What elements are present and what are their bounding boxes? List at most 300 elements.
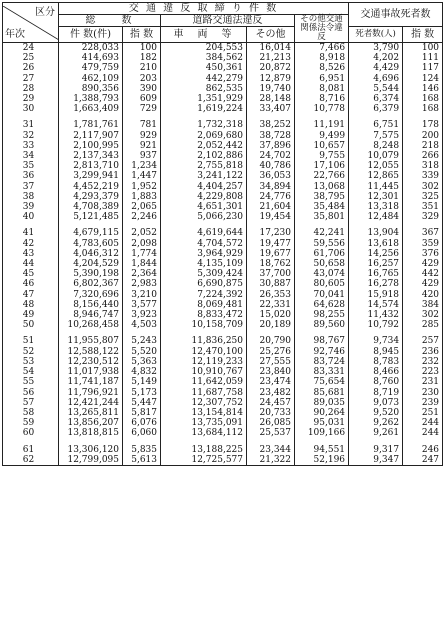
table-cell: 7,575 [349, 131, 403, 141]
table-cell: 1,234 [123, 161, 161, 171]
table-row [3, 74, 443, 84]
table-cell: 100 [403, 43, 443, 54]
table-row [3, 63, 443, 73]
table-cell: 479,759 [59, 63, 123, 73]
table-cell: 27,555 [247, 357, 295, 367]
table-row [3, 228, 443, 238]
table-cell: 42,241 [295, 228, 349, 238]
table-cell: 3,210 [123, 290, 161, 300]
table-cell: 21,604 [247, 202, 295, 212]
table-cell: 37,896 [247, 141, 295, 151]
table-cell: 23,482 [247, 388, 295, 398]
table-cell: 6,379 [349, 104, 403, 114]
table-cell: 4,046,312 [59, 249, 123, 259]
table-cell: 4,293,379 [59, 192, 123, 202]
table-cell: 75,654 [295, 377, 349, 387]
table-cell: 4,832 [123, 367, 161, 377]
table-cell: 3,577 [123, 300, 161, 310]
table-cell: 13,735,091 [161, 418, 247, 428]
table-cell: 8,081 [295, 84, 349, 94]
table-row [3, 259, 443, 269]
table-row [3, 202, 443, 212]
table-cell: 37,700 [247, 269, 295, 279]
table-cell: 50 [3, 320, 59, 330]
table-row [3, 120, 443, 130]
table-cell: 7,320,696 [59, 290, 123, 300]
table-cell: 10,792 [349, 320, 403, 330]
table-cell: 20,790 [247, 336, 295, 346]
table-cell: 5,520 [123, 347, 161, 357]
table-cell: 27 [3, 74, 59, 84]
table-cell: 4,619,644 [161, 228, 247, 238]
table-row [3, 398, 443, 408]
table-cell: 228,033 [59, 43, 123, 54]
table-row [3, 249, 443, 259]
table-cell: 52 [3, 347, 59, 357]
table-cell: 351 [403, 202, 443, 212]
table-row [3, 84, 443, 94]
table-cell: 10,268,458 [59, 320, 123, 330]
table-cell: 19,454 [247, 212, 295, 222]
table-cell: 42 [3, 239, 59, 249]
table-cell: 61,706 [295, 249, 349, 259]
table-cell: 17,230 [247, 228, 295, 238]
table-cell: 58 [3, 408, 59, 418]
table-cell: 239 [403, 398, 443, 408]
table-cell: 8,760 [349, 377, 403, 387]
table-cell: 3,299,941 [59, 171, 123, 181]
table-cell: 13,265,811 [59, 408, 123, 418]
table-cell: 4,204,529 [59, 259, 123, 269]
table-row [3, 388, 443, 398]
corner-cell [3, 3, 59, 43]
table-cell: 12,119,233 [161, 357, 247, 367]
table-cell: 11,955,807 [59, 336, 123, 346]
table-cell: 16,765 [349, 269, 403, 279]
table-cell: 12,484 [349, 212, 403, 222]
table-cell: 11,796,921 [59, 388, 123, 398]
table-cell: 10,079 [349, 151, 403, 161]
table-cell: 13,856,207 [59, 418, 123, 428]
table-cell: 14,574 [349, 300, 403, 310]
table-cell: 17,106 [295, 161, 349, 171]
table-cell: 4,651,301 [161, 202, 247, 212]
table-cell: 2,069,680 [161, 131, 247, 141]
table-row [3, 269, 443, 279]
table-row [3, 290, 443, 300]
table-cell: 4,696 [349, 74, 403, 84]
table-cell: 13,154,814 [161, 408, 247, 418]
table-cell: 429 [403, 259, 443, 269]
table-cell: 24,702 [247, 151, 295, 161]
table-cell: 12,055 [349, 161, 403, 171]
table-cell: 33 [3, 141, 59, 151]
table-cell: 29 [3, 94, 59, 104]
table-cell: 9,755 [295, 151, 349, 161]
table-cell: 70,041 [295, 290, 349, 300]
table-cell: 2,137,343 [59, 151, 123, 161]
table-cell: 4,708,389 [59, 202, 123, 212]
table-cell: 32 [3, 131, 59, 141]
table-cell: 25,537 [247, 428, 295, 438]
table-cell: 39 [3, 202, 59, 212]
table-row [3, 212, 443, 222]
table-cell: 1,781,761 [59, 120, 123, 130]
table-row [3, 94, 443, 104]
table-cell: 34 [3, 151, 59, 161]
table-cell: 20,189 [247, 320, 295, 330]
table-cell: 384 [403, 300, 443, 310]
table-cell: 285 [403, 320, 443, 330]
table-cell: 367 [403, 228, 443, 238]
table-cell: 247 [403, 455, 443, 466]
table-cell: 146 [403, 84, 443, 94]
table-cell: 12,230,512 [59, 357, 123, 367]
table-cell: 302 [403, 310, 443, 320]
table-cell: 230 [403, 388, 443, 398]
table-cell: 2,117,907 [59, 131, 123, 141]
table-cell: 11,642,059 [161, 377, 247, 387]
table-row [3, 310, 443, 320]
table-cell: 36 [3, 171, 59, 181]
table-cell: 59 [3, 418, 59, 428]
table-cell: 232 [403, 357, 443, 367]
table-cell: 24,776 [247, 192, 295, 202]
table-cell: 45 [3, 269, 59, 279]
other-header: その他 [247, 27, 295, 43]
table-cell: 9,073 [349, 398, 403, 408]
table-cell: 20,872 [247, 63, 295, 73]
table-cell: 1,774 [123, 249, 161, 259]
table-row [3, 357, 443, 367]
table-cell: 50,658 [295, 259, 349, 269]
table-cell: 329 [403, 212, 443, 222]
table-cell: 9,262 [349, 418, 403, 428]
table-cell: 325 [403, 192, 443, 202]
table-cell: 38,795 [295, 192, 349, 202]
table-cell: 8,719 [349, 388, 403, 398]
table-cell: 10,910,767 [161, 367, 247, 377]
table-cell: 5,544 [349, 84, 403, 94]
table-cell: 5,817 [123, 408, 161, 418]
table-cell: 2,364 [123, 269, 161, 279]
table-cell: 1,619,224 [161, 104, 247, 114]
table-cell: 9,347 [349, 455, 403, 466]
table-cell: 6,076 [123, 418, 161, 428]
table-cell: 52,196 [295, 455, 349, 466]
table-cell: 8,466 [349, 367, 403, 377]
table-cell: 11,741,187 [59, 377, 123, 387]
table-cell: 12,588,122 [59, 347, 123, 357]
table-cell: 339 [403, 171, 443, 181]
table-cell: 117 [403, 63, 443, 73]
table-cell: 7,224,392 [161, 290, 247, 300]
table-row [3, 192, 443, 202]
table-cell: 12,879 [247, 74, 295, 84]
table-cell: 12,470,100 [161, 347, 247, 357]
table-row [3, 455, 443, 466]
table-cell: 10,778 [295, 104, 349, 114]
corner-top-label: 区分 [35, 6, 55, 18]
table-cell: 8,526 [295, 63, 349, 73]
table-cell: 38,728 [247, 131, 295, 141]
table-cell: 302 [403, 182, 443, 192]
table-cell: 3,241,122 [161, 171, 247, 181]
table-cell: 6,374 [349, 94, 403, 104]
table-cell: 59,556 [295, 239, 349, 249]
table-cell: 9,499 [295, 131, 349, 141]
table-cell: 8,946,747 [59, 310, 123, 320]
table-cell: 4,229,808 [161, 192, 247, 202]
table-cell: 210 [123, 63, 161, 73]
table-cell: 4,452,219 [59, 182, 123, 192]
table-cell: 182 [123, 53, 161, 63]
table-row [3, 182, 443, 192]
table-cell: 5,835 [123, 445, 161, 455]
index-header: 指 数 [123, 27, 161, 43]
table-cell: 13,318 [349, 202, 403, 212]
table-cell: 25,276 [247, 347, 295, 357]
deaths-count-header: 死者数(人) [349, 27, 403, 43]
table-cell: 8,783 [349, 357, 403, 367]
table-cell: 3,923 [123, 310, 161, 320]
table-cell: 35,484 [295, 202, 349, 212]
table-cell: 390 [123, 84, 161, 94]
table-cell: 231 [403, 377, 443, 387]
table-cell: 55 [3, 377, 59, 387]
table-cell: 7,466 [295, 43, 349, 54]
table-cell: 15,918 [349, 290, 403, 300]
deaths-title: 交通事故死者数 [349, 3, 443, 27]
table-cell: 16,014 [247, 43, 295, 54]
table-cell: 729 [123, 104, 161, 114]
table-cell: 450,361 [161, 63, 247, 73]
table-cell: 6,802,367 [59, 279, 123, 289]
table-row [3, 161, 443, 171]
table-cell: 23,474 [247, 377, 295, 387]
table-row [3, 347, 443, 357]
table-cell: 1,447 [123, 171, 161, 181]
table-cell: 921 [123, 141, 161, 151]
table-cell: 5,173 [123, 388, 161, 398]
table-cell: 30 [3, 104, 59, 114]
table-cell: 1,351,929 [161, 94, 247, 104]
table-cell: 89,560 [295, 320, 349, 330]
table-cell: 2,102,886 [161, 151, 247, 161]
table-cell: 38,252 [247, 120, 295, 130]
table-cell: 11,191 [295, 120, 349, 130]
table-cell: 4,135,109 [161, 259, 247, 269]
table-cell: 13,618 [349, 239, 403, 249]
table-cell: 35 [3, 161, 59, 171]
table-cell: 9,520 [349, 408, 403, 418]
table-cell: 1,663,409 [59, 104, 123, 114]
table-cell: 89,035 [295, 398, 349, 408]
table-row [3, 104, 443, 114]
table-cell: 442 [403, 269, 443, 279]
table-cell: 2,755,818 [161, 161, 247, 171]
vehicle-header: 車 両 等 [161, 27, 247, 43]
table-cell: 244 [403, 418, 443, 428]
table-cell: 28,148 [247, 94, 295, 104]
table-cell: 2,246 [123, 212, 161, 222]
violation-title: 交 通 違 反 取 締 り 件 数 [59, 3, 349, 15]
table-cell: 4,679,115 [59, 228, 123, 238]
table-cell: 94,551 [295, 445, 349, 455]
table-cell: 223 [403, 367, 443, 377]
table-cell: 26,085 [247, 418, 295, 428]
table-cell: 26,353 [247, 290, 295, 300]
table-cell: 6,751 [349, 120, 403, 130]
table-cell: 4,783,605 [59, 239, 123, 249]
table-row [3, 428, 443, 438]
table-row [3, 43, 443, 54]
table-cell: 124 [403, 74, 443, 84]
table-cell: 10,158,709 [161, 320, 247, 330]
table-cell: 36,053 [247, 171, 295, 181]
table-row [3, 418, 443, 428]
diagonal-line [3, 6, 59, 40]
table-cell: 168 [403, 94, 443, 104]
table-cell: 5,613 [123, 455, 161, 466]
table-cell: 9,317 [349, 445, 403, 455]
table-cell: 53 [3, 357, 59, 367]
table-cell: 21,213 [247, 53, 295, 63]
table-cell: 1,844 [123, 259, 161, 269]
table-cell: 47 [3, 290, 59, 300]
table-cell: 5,121,485 [59, 212, 123, 222]
table-cell: 13,306,120 [59, 445, 123, 455]
table-cell: 3,790 [349, 43, 403, 54]
other-law-header: その他交通関係法令違反 [295, 15, 349, 43]
table-cell: 40 [3, 212, 59, 222]
table-row [3, 300, 443, 310]
corner-bottom-label: 年次 [5, 28, 25, 40]
table-cell: 236 [403, 347, 443, 357]
table-cell: 98,255 [295, 310, 349, 320]
table-cell: 46 [3, 279, 59, 289]
table-cell: 4,704,572 [161, 239, 247, 249]
table-cell: 13,684,112 [161, 428, 247, 438]
table-cell: 2,813,710 [59, 161, 123, 171]
table-cell: 19,477 [247, 239, 295, 249]
table-cell: 109,166 [295, 428, 349, 438]
table-cell: 49 [3, 310, 59, 320]
table-cell: 204,553 [161, 43, 247, 54]
table-cell: 9,734 [349, 336, 403, 346]
table-cell: 38 [3, 192, 59, 202]
table-cell: 12,725,577 [161, 455, 247, 466]
table-cell: 44 [3, 259, 59, 269]
table-cell: 4,202 [349, 53, 403, 63]
table-cell: 95,031 [295, 418, 349, 428]
table-cell: 10,657 [295, 141, 349, 151]
table-cell: 8,156,440 [59, 300, 123, 310]
table-cell: 85,681 [295, 388, 349, 398]
table-cell: 43 [3, 249, 59, 259]
table-cell: 6,690,875 [161, 279, 247, 289]
table-cell: 442,279 [161, 74, 247, 84]
table-cell: 57 [3, 398, 59, 408]
table-cell: 2,052,442 [161, 141, 247, 151]
table-cell: 20,733 [247, 408, 295, 418]
table-cell: 218 [403, 141, 443, 151]
table-cell: 462,109 [59, 74, 123, 84]
table-cell: 60 [3, 428, 59, 438]
road-law-header: 道路交通法違反 [161, 15, 295, 27]
table-cell: 8,069,481 [161, 300, 247, 310]
table-cell: 2,098 [123, 239, 161, 249]
table-cell: 12,301 [349, 192, 403, 202]
cases-header: 件 数(件) [59, 27, 123, 43]
table-cell: 2,065 [123, 202, 161, 212]
table-cell: 12,865 [349, 171, 403, 181]
table-cell: 12,421,244 [59, 398, 123, 408]
table-row [3, 131, 443, 141]
table-cell: 54 [3, 367, 59, 377]
table-row [3, 408, 443, 418]
table-cell: 11,017,938 [59, 367, 123, 377]
table-cell: 13,904 [349, 228, 403, 238]
table-cell: 5,447 [123, 398, 161, 408]
table-cell: 203 [123, 74, 161, 84]
table-cell: 43,074 [295, 269, 349, 279]
table-cell: 111 [403, 53, 443, 63]
table-cell: 23,840 [247, 367, 295, 377]
table-cell: 40,786 [247, 161, 295, 171]
table-row [3, 53, 443, 63]
table-cell: 168 [403, 104, 443, 114]
table-cell: 83,331 [295, 367, 349, 377]
table-cell: 48 [3, 300, 59, 310]
table-cell: 244 [403, 428, 443, 438]
table-cell: 4,429 [349, 63, 403, 73]
table-cell: 5,066,230 [161, 212, 247, 222]
table-cell: 25 [3, 53, 59, 63]
table-cell: 24 [3, 43, 59, 54]
table-cell: 100 [123, 43, 161, 54]
table-cell: 1,952 [123, 182, 161, 192]
table-cell: 420 [403, 290, 443, 300]
table-cell: 5,363 [123, 357, 161, 367]
table-cell: 4,404,257 [161, 182, 247, 192]
table-cell: 19,740 [247, 84, 295, 94]
table-cell: 16,278 [349, 279, 403, 289]
table-cell: 98,767 [295, 336, 349, 346]
table-cell: 12,307,752 [161, 398, 247, 408]
table-cell: 90,264 [295, 408, 349, 418]
table-cell: 862,535 [161, 84, 247, 94]
table-cell: 257 [403, 336, 443, 346]
table-cell: 21,322 [247, 455, 295, 466]
table-cell: 251 [403, 408, 443, 418]
table-header [3, 3, 443, 43]
table-cell: 200 [403, 131, 443, 141]
table-cell: 2,100,995 [59, 141, 123, 151]
table-cell: 384,562 [161, 53, 247, 63]
table-cell: 11,445 [349, 182, 403, 192]
table-cell: 2,052 [123, 228, 161, 238]
table-cell: 56 [3, 388, 59, 398]
table-cell: 11,687,758 [161, 388, 247, 398]
table-cell: 15,020 [247, 310, 295, 320]
table-cell: 5,390,198 [59, 269, 123, 279]
table-row [3, 445, 443, 455]
table-cell: 64,628 [295, 300, 349, 310]
table-cell: 13,818,815 [59, 428, 123, 438]
table-cell: 246 [403, 445, 443, 455]
table-cell: 13,188,225 [161, 445, 247, 455]
